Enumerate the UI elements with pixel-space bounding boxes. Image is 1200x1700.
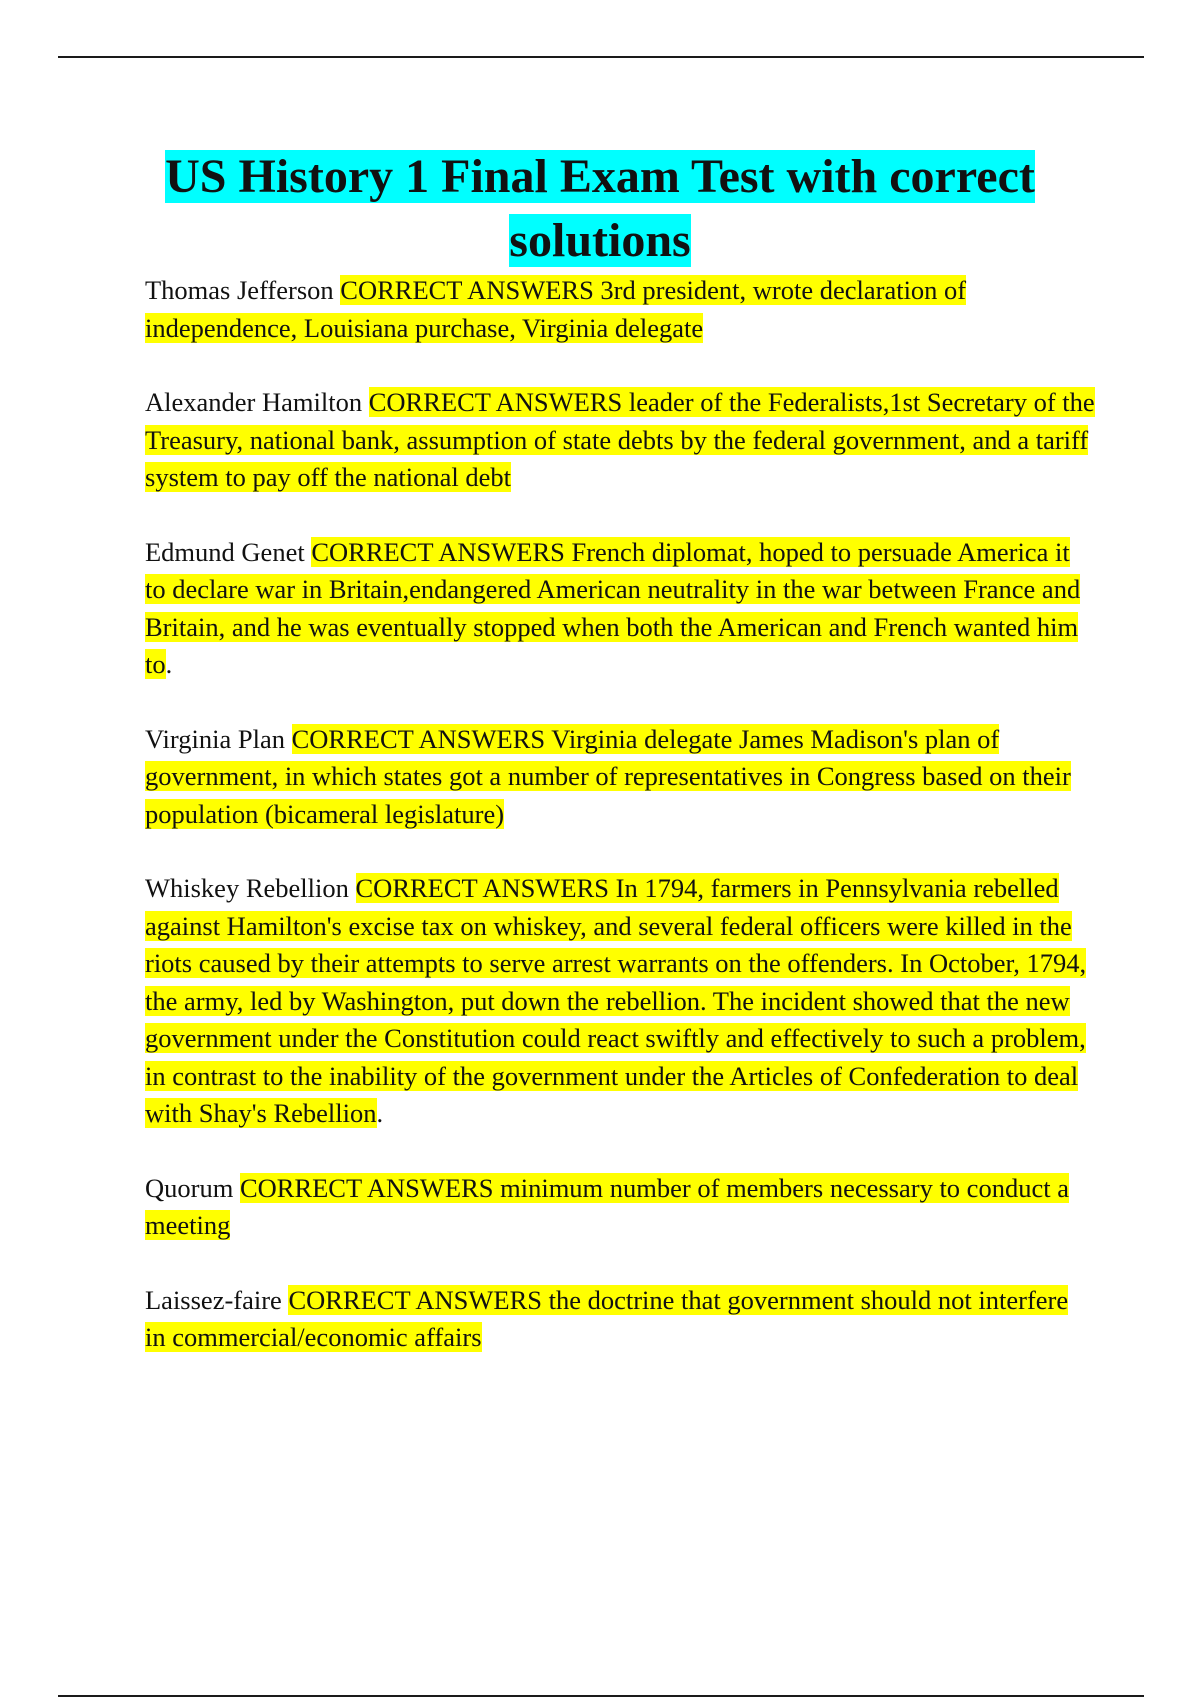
entry-answer: CORRECT ANSWERS French diplomat, hoped to persuade America it to declare war in Britain,endangered American neutrality in the war between France and Britain, and he was eventually stopped when both the American and French wanted him to [145,536,1081,679]
page-title [100,145,1100,273]
entry-term: Edmund Genet [145,536,305,567]
entry-term: Whiskey Rebellion [145,873,349,903]
entry-answer: CORRECT ANSWERS minimum number of members necessary to conduct a meeting [145,1172,1069,1240]
entry-term: Laissez-faire [145,1284,282,1315]
entry-answer: CORRECT ANSWERS leader of the Federalists,1st Secretary of the Treasury, national bank, assumption of state debts by the federal government, and a tariff system to pay off the national debt [145,387,1095,492]
entry-answer: CORRECT ANSWERS the doctrine that government should not interfere in commercial/economic affairs [145,1284,1069,1352]
entry-list [145,272,1095,1394]
entry-virginia-plan [145,721,1095,834]
entry-alexander-hamilton [145,384,1095,497]
entry-quorum [145,1170,1095,1245]
entry-term: Thomas Jefferson [145,275,334,305]
entry-whiskey-rebellion [145,870,1095,1133]
top-rule [58,56,1144,58]
page-title-text: US History 1 Final Exam Test with correct solutions [165,150,1035,267]
entry-term: Alexander Hamilton [145,387,363,417]
entry-term: Quorum [145,1172,234,1203]
bottom-rule [58,1695,1144,1697]
entry-term: Virginia Plan [145,723,285,754]
entry-answer: CORRECT ANSWERS In 1794, farmers in Pennsylvania rebelled against Hamilton's excise tax on whiskey, and several federal officers were killed in the riots caused by their attempts to serve arrest warrants on the offenders. In October, 1794, the army, led by Washington, put down the rebellion. The incident showed that the new government under the Constitution could react swiftly and effectively to such a problem, in contrast to the inability of the government under the Articles of Confederation to deal with Shay's Rebellion [145,873,1087,1128]
entry-edmund-genet [145,534,1095,684]
entry-answer: CORRECT ANSWERS Virginia delegate James Madison's plan of government, in which states got a number of representatives in Congress based on their population (bicameral legislature) [145,723,1071,829]
entry-answer: CORRECT ANSWERS 3rd president, wrote declaration of independence, Louisiana purchase, Virginia delegate [145,275,967,343]
entry-thomas-jefferson [145,272,1095,347]
entry-trailing: . [165,649,173,679]
entry-trailing: . [376,1098,384,1128]
entry-laissez-faire [145,1282,1095,1357]
